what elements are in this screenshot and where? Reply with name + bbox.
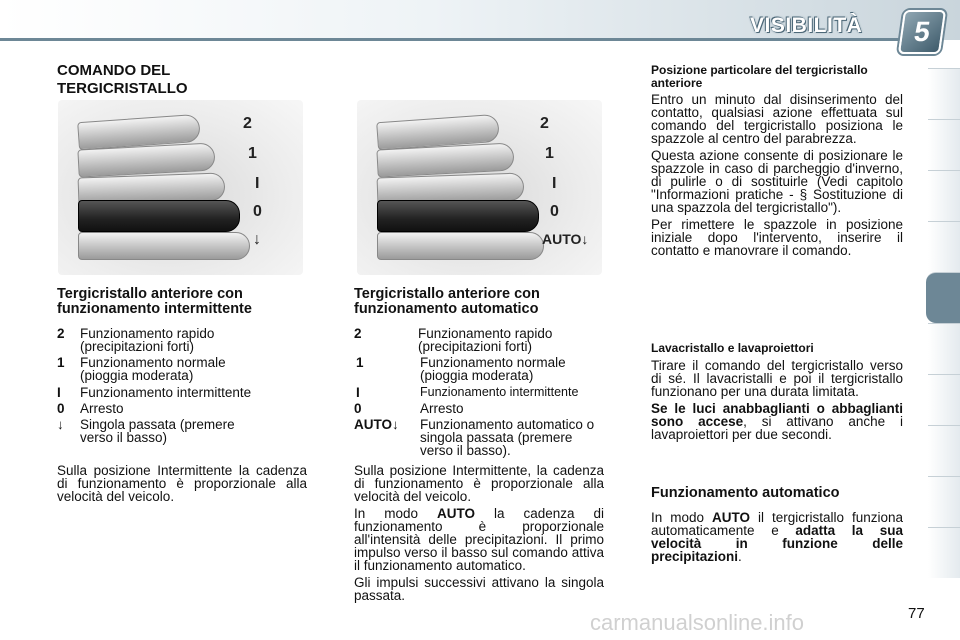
col3-block2 [651, 359, 903, 445]
position-label: 1 [545, 145, 554, 162]
item-key: 1 [57, 355, 65, 370]
item-key: 0 [354, 401, 362, 416]
paragraph: Tirare il comando del tergicristallo verso di sé. Il lavacristalli e poi il tergicristallo funzionano per una durata limitata. [651, 358, 903, 399]
paragraph-auto: In modo AUTO la cadenza di funzionamento è proporzionale all'intensità delle precipitazioni. Il primo impulso verso il basso sul comando attiva il funzionamento automatico. [354, 506, 605, 573]
side-tab-active [926, 272, 960, 323]
section-subtitle: Tergicristallo anteriore con funzionamento intermittente [57, 286, 252, 317]
paragraph: In modo AUTO il tergicristallo funziona automaticamente e adatta la sua velocità in funzione delle precipitazioni. [651, 510, 903, 564]
paragraph: Per rimettere le spazzole in posizione iniziale dopo l'intervento, inserire il contatto e manovrare il comando. [651, 217, 903, 258]
wiper-stalk-figure-automatic [357, 100, 602, 275]
stalk-position-shade [78, 232, 250, 260]
paragraph: Sulla posizione Intermittente, la cadenza di funzionamento è proporzionale alla velocità del veicolo. [354, 463, 604, 504]
side-tab [928, 221, 960, 272]
paragraph: Entro un minuto dal disinserimento del contatto, qualsiasi azione effettuata sul comando del tergicristallo posiziona le spazzole al centro del parabrezza. [651, 92, 903, 146]
item-key: I [356, 385, 360, 400]
side-tab [928, 323, 960, 374]
item-text: Singola passata (premere verso il basso) [80, 417, 235, 445]
item-text: Funzionamento intermittente [80, 385, 252, 400]
item-text: Funzionamento normale (pioggia moderata) [420, 355, 566, 383]
paragraph: Questa azione consente di posizionare le spazzole in caso di parcheggio d'inverno, di pulirle o di sostituirle (Vedi capitolo "Informazioni pratiche - § Sostituzione di una spazzola del tergicristallo"). [651, 148, 903, 215]
item-key: 0 [57, 401, 65, 416]
header-rule [0, 38, 900, 41]
page-number: 77 [908, 605, 925, 622]
item-text: Arresto [80, 401, 124, 416]
col3-block1 [651, 93, 903, 261]
item-key: 2 [57, 326, 65, 341]
paragraph: Sulla posizione Intermittente la cadenza di funzionamento è proporzionale alla velocità del veicolo. [57, 463, 307, 504]
side-tab [928, 527, 960, 578]
item-text: Funzionamento rapido (precipitazioni forti) [80, 326, 215, 354]
item-text: Funzionamento normale (pioggia moderata) [80, 355, 226, 383]
side-tab [928, 374, 960, 425]
section-title: Posizione particolare del tergicristallo anteriore [651, 63, 868, 90]
col2-paragraphs [354, 464, 604, 606]
chapter-side-tabs [928, 68, 960, 573]
side-tab [928, 170, 960, 221]
wiper-stalk-figure-intermittent [58, 100, 303, 275]
side-tab [928, 68, 960, 119]
paragraph: Se le luci anabbaglianti o abbaglianti sono accese, si attivano anche i lavaproiettori per due secondi. [651, 401, 903, 442]
position-label: I [255, 175, 260, 192]
stalk-position-shade [376, 142, 514, 177]
chapter-title: VISIBILITÀ [750, 14, 863, 37]
chapter-number-badge: 5 [898, 10, 946, 54]
down-arrow-icon: ↓ [57, 417, 64, 432]
paragraph: Gli impulsi successivi attivano la singola passata. [354, 575, 604, 603]
position-label: 0 [253, 203, 262, 220]
position-label: 2 [243, 115, 252, 132]
section-title: Lavacristallo e lavaproiettori [651, 341, 814, 355]
section-title: Funzionamento automatico [651, 485, 840, 501]
watermark: carmanualsonline.info [590, 610, 805, 635]
item-text: Funzionamento automatico o singola passata (premere verso il basso). [420, 417, 595, 458]
stalk-position-shade [377, 232, 544, 260]
side-tab [928, 425, 960, 476]
auto-position-label: AUTO↓ [542, 231, 589, 247]
item-text: Arresto [420, 401, 464, 416]
side-tab [928, 119, 960, 170]
item-text: Funzionamento rapido (precipitazioni forti) [418, 326, 553, 354]
item-key: 2 [354, 326, 362, 341]
stalk-lever [377, 200, 539, 232]
down-arrow-icon: ↓ [253, 231, 261, 248]
position-label: 0 [550, 203, 559, 220]
stalk-position-shade [77, 142, 215, 177]
section-subtitle: Tergicristallo anteriore con funzionamento automatico [354, 286, 540, 317]
position-label: 2 [540, 115, 549, 132]
stalk-lever [78, 200, 240, 232]
item-key: 1 [356, 355, 364, 370]
item-text: Funzionamento intermittente [420, 385, 579, 399]
position-label: I [552, 175, 557, 192]
item-key: I [57, 385, 61, 400]
section-title: COMANDO DEL TERGICRISTALLO [57, 62, 188, 97]
col3-block3 [651, 511, 903, 567]
position-label: 1 [248, 145, 257, 162]
auto-key: AUTO↓ [354, 417, 399, 432]
side-tab [928, 476, 960, 527]
